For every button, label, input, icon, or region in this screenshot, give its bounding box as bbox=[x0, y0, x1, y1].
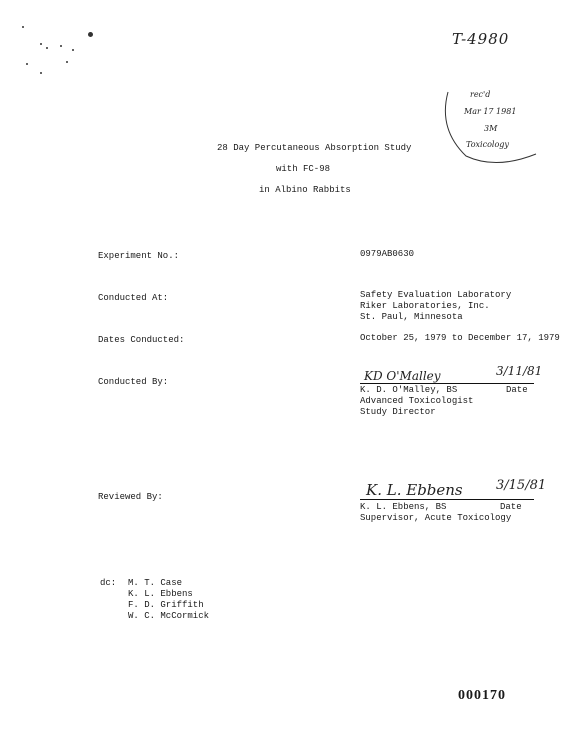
ebbens-signature: K. L. Ebbens bbox=[366, 481, 463, 499]
distribution-name-4: W. C. McCormick bbox=[128, 611, 210, 621]
conducted-by-label: Conducted By: bbox=[98, 377, 169, 387]
dates-conducted-value: October 25, 1979 to December 17, 1979 bbox=[360, 333, 560, 343]
omalley-signature-line bbox=[360, 383, 534, 384]
distribution-name-1: M. T. Case bbox=[128, 578, 183, 588]
experiment-label: Experiment No.: bbox=[98, 251, 180, 261]
conducted-at-line-1: Safety Evaluation Laboratory bbox=[360, 290, 512, 300]
distribution-name-3: F. D. Griffith bbox=[128, 600, 204, 610]
distribution-name-2: K. L. Ebbens bbox=[128, 589, 193, 599]
conducted-at-line-3: St. Paul, Minnesota bbox=[360, 312, 463, 322]
omalley-title-2: Study Director bbox=[360, 407, 436, 417]
omalley-sign-date: 3/11/81 bbox=[496, 364, 543, 378]
stamp-line-4: Toxicology bbox=[466, 140, 509, 149]
page-number: 000170 bbox=[458, 688, 506, 703]
ebbens-date-label: Date bbox=[500, 502, 522, 512]
omalley-name: K. D. O'Malley, BS bbox=[360, 385, 458, 395]
title-line-1: 28 Day Percutaneous Absorption Study bbox=[217, 143, 412, 153]
stamp-line-3: 3M bbox=[484, 124, 498, 133]
ebbens-signature-line bbox=[360, 499, 534, 500]
ebbens-sign-date: 3/15/81 bbox=[496, 478, 547, 493]
ebbens-name: K. L. Ebbens, BS bbox=[360, 502, 447, 512]
omalley-title-1: Advanced Toxicologist bbox=[360, 396, 474, 406]
experiment-value: 0979AB0630 bbox=[360, 249, 415, 259]
stamp-line-1: rec'd bbox=[470, 90, 491, 99]
distribution-label: dc: bbox=[100, 578, 117, 588]
omalley-date-label: Date bbox=[506, 385, 528, 395]
omalley-signature: KD O'Malley bbox=[364, 369, 441, 383]
title-line-2: with FC-98 bbox=[276, 164, 331, 174]
ebbens-title-1: Supervisor, Acute Toxicology bbox=[360, 513, 512, 523]
received-stamp bbox=[436, 84, 554, 166]
dates-conducted-label: Dates Conducted: bbox=[98, 335, 185, 345]
title-line-3: in Albino Rabbits bbox=[259, 185, 351, 195]
conducted-at-label: Conducted At: bbox=[98, 293, 169, 303]
stamp-line-2: Mar 17 1981 bbox=[464, 107, 517, 116]
reviewed-by-label: Reviewed By: bbox=[98, 492, 163, 502]
document-id: T-4980 bbox=[452, 30, 510, 48]
conducted-at-line-2: Riker Laboratories, Inc. bbox=[360, 301, 490, 311]
